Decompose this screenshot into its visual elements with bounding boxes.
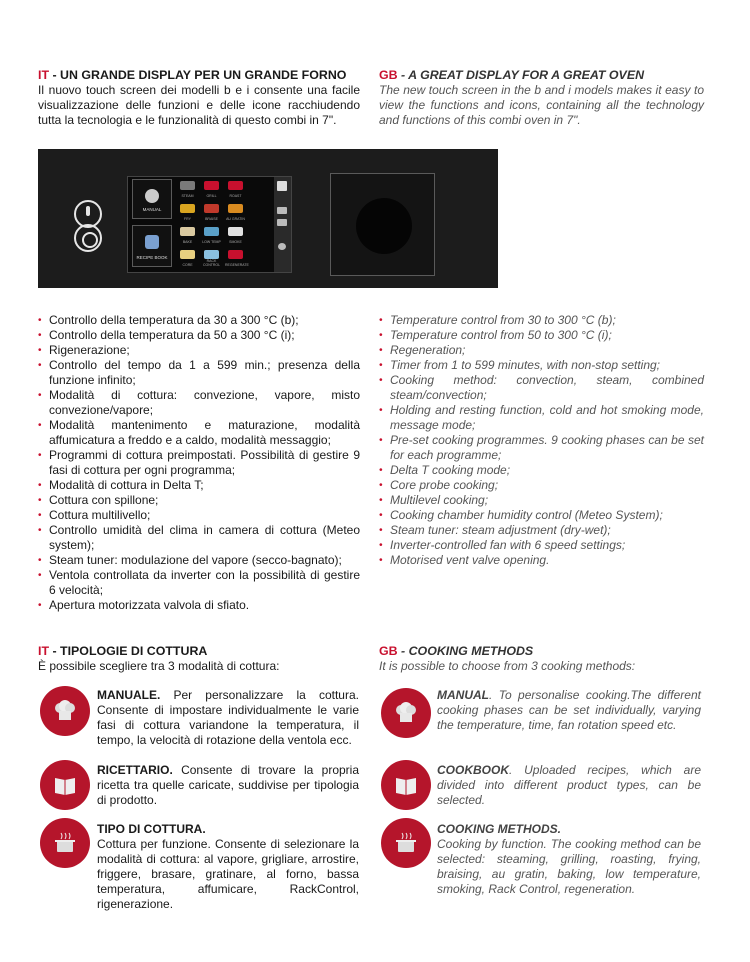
- cooking-mode-icon: [180, 227, 195, 236]
- cooking-mode-icon: [204, 181, 219, 190]
- it-feature-item: • Controllo umidità del clima in camera di cottura (Meteo system);: [38, 523, 360, 553]
- it-display-heading: IT - UN GRANDE DISPLAY PER UN GRANDE FORNO: [38, 68, 347, 82]
- cooking-mode-cell: [177, 248, 198, 268]
- cooking-mode-label: REGENERATE: [225, 263, 249, 267]
- control-knob: [356, 198, 412, 254]
- gb-display-heading: GB - A GREAT DISPLAY FOR A GREAT OVEN: [379, 68, 645, 82]
- gb-method-manual: MANUAL. To personalise cooking.The different cooking phases can be set individually, varying the temperature, time, fan rotation speed etc.: [437, 688, 701, 732]
- it-feature-item: • Modalità di cottura in Delta T;: [38, 478, 360, 493]
- it-methods-section: [38, 644, 360, 674]
- gb-methods-intro: It is possible to choose from 3 cooking methods:: [379, 659, 636, 673]
- it-method-cookbook: RICETTARIO. Consente di trovare la propria ricetta tra quelle caricate, suddivise per tipologia di prodotto.: [97, 763, 359, 807]
- manual-tile: MANUAL: [132, 179, 172, 219]
- cooking-mode-cell: [201, 225, 222, 245]
- cooking-mode-label: RACK CONTROL: [202, 259, 221, 267]
- cooking-mode-cell: [225, 202, 246, 222]
- cooking-mode-icon: [228, 204, 243, 213]
- gb-feature-item: • Inverter-controlled fan with 6 speed settings;: [379, 538, 704, 553]
- light-bulb-icon: [278, 243, 286, 250]
- it-feature-item: • Rigenerazione;: [38, 343, 360, 358]
- cooking-mode-icon: [228, 227, 243, 236]
- cooking-mode-cell: [225, 248, 249, 268]
- it-method-cooking-type: TIPO DI COTTURA. Cottura per funzione. Consente di selezionare la modalità di cottura: al vapore, grigliare, arrostire, friggere, brasare, gratinare, al forno, bassa temperatura, affumicare, RackControl, rigenerazione.: [97, 822, 359, 911]
- screen-side-strip: [274, 177, 291, 272]
- settings-icon: [277, 207, 287, 214]
- cooking-mode-icon: [204, 204, 219, 213]
- cooking-pot-icon: [381, 818, 431, 868]
- recipe-book-tile: RECIPE BOOK: [132, 225, 172, 267]
- gb-method-cooking-methods: COOKING METHODS. Cooking by function. The cooking method can be selected: steaming, grilling, roasting, frying, braising, au gratin, baking, low temperature, smoking, Rack Control, regeneration.: [437, 822, 701, 896]
- gb-method-cookbook: COOKBOOK. Uploaded recipes, which are divided into different product types, can be selected.: [437, 763, 701, 807]
- cooking-mode-cell: [201, 248, 222, 268]
- cooking-mode-cell: [177, 225, 198, 245]
- cooking-mode-cell: [201, 202, 222, 222]
- it-feature-item: • Cottura multilivello;: [38, 508, 360, 523]
- cooking-mode-icon: [204, 227, 219, 236]
- cooking-mode-label: FRY: [184, 217, 191, 221]
- it-feature-item: • Cottura con spillone;: [38, 493, 360, 508]
- it-methods-heading: IT - TIPOLOGIE DI COTTURA: [38, 644, 208, 658]
- cooking-mode-label: LOW TEMP: [202, 240, 221, 244]
- cooking-mode-label: STEAM: [181, 194, 194, 198]
- cooking-mode-label: CORE: [182, 263, 193, 267]
- gb-feature-item: • Holding and resting function, cold and hot smoking mode, message mode;: [379, 403, 704, 433]
- cooking-mode-cell: [225, 225, 246, 245]
- it-method-manual: MANUALE. Per personalizzare la cottura. Consente di impostare individualmente le varie fasi di cottura variandone la temperatura, il tempo, la velocità di rotazione della ventola ecc.: [97, 688, 359, 747]
- it-feature-item: • Ventola controllata da inverter con la possibilità di gestire 6 velocità;: [38, 568, 360, 598]
- settings-icon-2: [277, 219, 287, 226]
- cooking-mode-icon: [204, 250, 219, 259]
- gb-feature-item: • Regeneration;: [379, 343, 704, 358]
- gb-feature-list: [379, 313, 704, 568]
- recipe-book-icon: [40, 760, 90, 810]
- cooking-mode-cell: [201, 179, 222, 199]
- it-feature-item: • Apertura motorizzata valvola di sfiato.: [38, 598, 360, 613]
- gb-methods-section: [379, 644, 704, 674]
- gb-display-section: [379, 68, 704, 128]
- chef-hat-icon: [381, 688, 431, 738]
- it-feature-item: • Modalità di cottura: convezione, vapore, misto convezione/vapore;: [38, 388, 360, 418]
- it-feature-item: • Steam tuner: modulazione del vapore (secco-bagnato);: [38, 553, 360, 568]
- it-display-intro: Il nuovo touch screen dei modelli b e i consente una facile visualizzazione delle funzioni e delle icone racchiudendo tutta la tecnologia e le funzionalità di questo combi in 7".: [38, 83, 360, 127]
- gb-feature-item: • Motorised vent valve opening.: [379, 553, 704, 568]
- it-feature-item: • Controllo della temperatura da 50 a 300 °C (i);: [38, 328, 360, 343]
- cooking-pot-icon: [40, 818, 90, 868]
- cooking-mode-label: GRILL: [206, 194, 217, 198]
- cooking-mode-label: AU GRATIN: [226, 217, 245, 221]
- cooking-mode-icon: [228, 181, 243, 190]
- it-feature-item: • Controllo del tempo da 1 a 599 min.; presenza della funzione infinito;: [38, 358, 360, 388]
- touch-screen: [127, 176, 292, 273]
- it-feature-item: • Controllo della temperatura da 30 a 300 °C (b);: [38, 313, 360, 328]
- cooking-mode-icon: [180, 181, 195, 190]
- gb-feature-item: • Cooking method: convection, steam, combined steam/convection;: [379, 373, 704, 403]
- cooking-mode-cell: [177, 179, 198, 199]
- it-feature-item: • Programmi di cottura preimpostati. Possibilità di gestire 9 fasi di cottura per ogni programma;: [38, 448, 360, 478]
- cooking-mode-icon: [228, 250, 243, 259]
- gb-methods-heading: GB - COOKING METHODS: [379, 644, 534, 658]
- gb-feature-item: • Delta T cooking mode;: [379, 463, 704, 478]
- gb-feature-item: • Temperature control from 30 to 300 °C (b);: [379, 313, 704, 328]
- gb-feature-item: • Multilevel cooking;: [379, 493, 704, 508]
- cooking-mode-label: SMOKE: [229, 240, 242, 244]
- cooking-mode-label: ROAST: [229, 194, 242, 198]
- it-feature-item: • Modalità mantenimento e maturazione, modalità affumicatura a freddo e a caldo, modalità messaggio;: [38, 418, 360, 448]
- chef-hat-icon: [145, 189, 159, 203]
- gb-display-intro: The new touch screen in the b and i models makes it easy to view the functions and icons, containing all the technology and functions of this combi oven in 7".: [379, 83, 704, 127]
- gb-feature-item: • Core probe cooking;: [379, 478, 704, 493]
- selector-ring-icon: [74, 224, 102, 252]
- recipe-book-icon: [381, 760, 431, 810]
- gb-feature-item: • Cooking chamber humidity control (Meteo System);: [379, 508, 704, 523]
- it-methods-intro: È possibile scegliere tra 3 modalità di cottura:: [38, 659, 280, 673]
- info-icon: [277, 181, 287, 191]
- cooking-mode-cell: [225, 179, 246, 199]
- gb-feature-item: • Steam tuner: steam adjustment (dry-wet);: [379, 523, 704, 538]
- it-display-section: [38, 68, 360, 128]
- cooking-mode-label: BAKE: [182, 240, 193, 244]
- chef-hat-icon: [40, 686, 90, 736]
- gb-feature-item: • Pre-set cooking programmes. 9 cooking phases can be set for each programme;: [379, 433, 704, 463]
- cooking-mode-icon: [180, 250, 195, 259]
- gb-feature-item: • Temperature control from 50 to 300 °C (i);: [379, 328, 704, 343]
- gb-feature-item: • Timer from 1 to 599 minutes, with non-stop setting;: [379, 358, 704, 373]
- book-icon: [145, 235, 159, 249]
- it-feature-list: [38, 313, 360, 613]
- cooking-mode-icon: [180, 204, 195, 213]
- cooking-mode-label: BRAISE: [205, 217, 218, 221]
- cooking-mode-cell: [177, 202, 198, 222]
